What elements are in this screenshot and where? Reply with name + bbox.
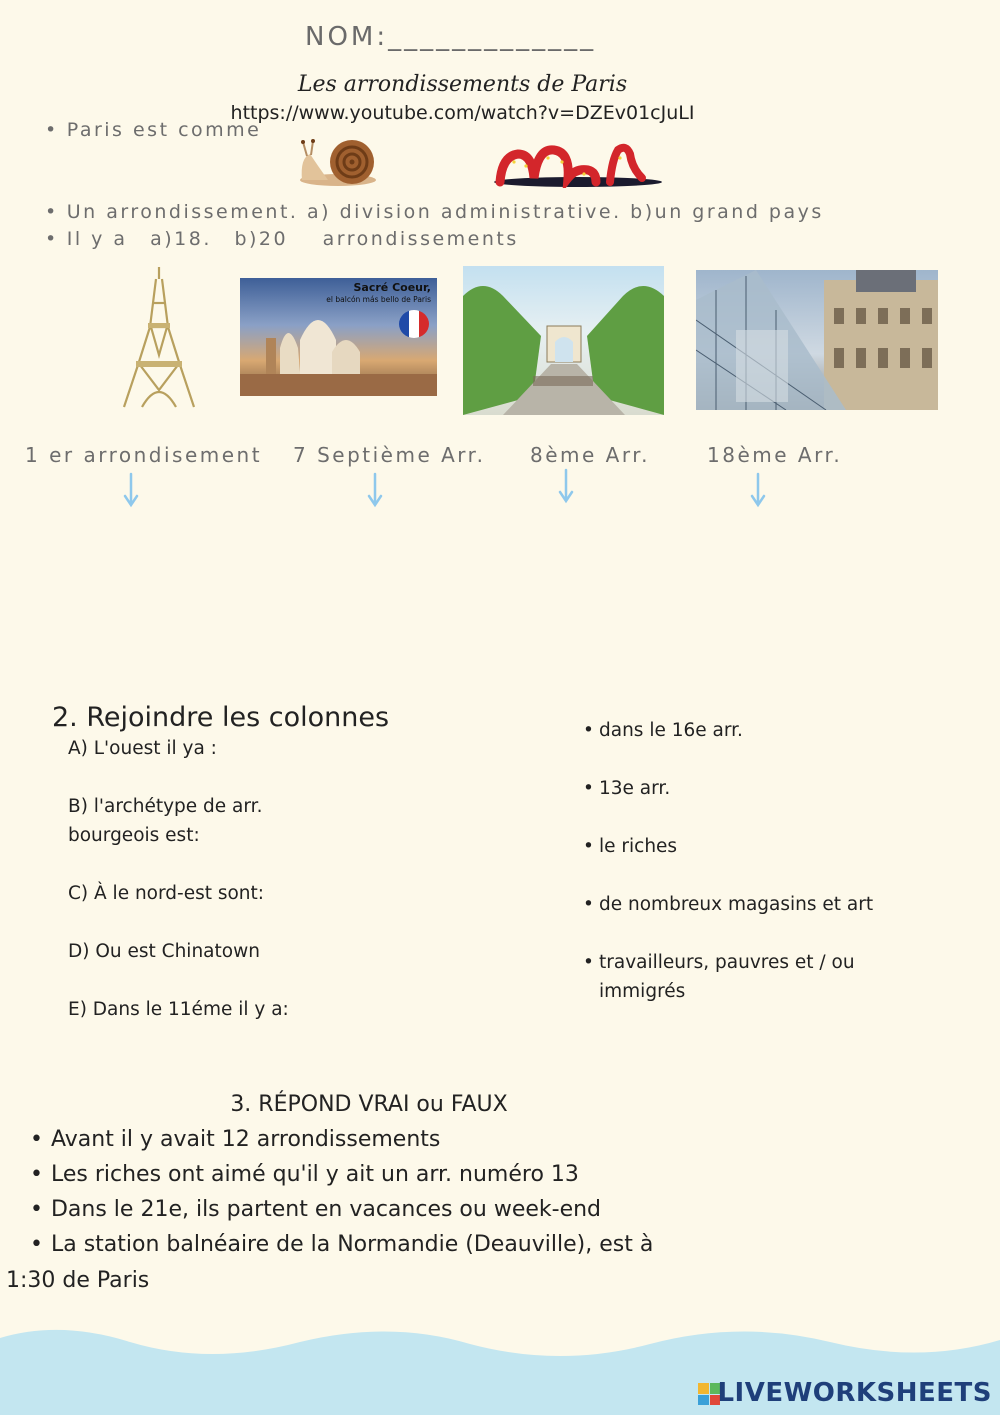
option-b[interactable]: b)20: [234, 228, 289, 250]
section3-title: 3. RÉPOND VRAI ou FAUX: [230, 1092, 508, 1117]
arrow-down-icon: [749, 470, 767, 510]
section2-title: 2. Rejoindre les colonnes: [52, 702, 390, 733]
match-left-b: B) l'archétype de arr. bourgeois est:: [68, 796, 263, 846]
question-paris-like: • Paris est comme: [45, 119, 261, 141]
match-right-1[interactable]: • dans le 16e arr.: [583, 720, 743, 741]
match-right-3[interactable]: • le riches: [583, 836, 678, 857]
dragon-icon: [492, 138, 664, 188]
name-field-label: NOM:_____________: [305, 22, 597, 52]
match-right-4[interactable]: • de nombreux magasins et art: [583, 894, 874, 915]
question-count: [45, 228, 519, 250]
option-a[interactable]: a)18.: [150, 228, 212, 250]
arrow-down-icon: [366, 470, 384, 510]
snail-icon: [298, 136, 380, 188]
arrow-down-icon: [122, 470, 140, 510]
caption-1: 1 er arrondisement: [25, 443, 263, 467]
sacre-coeur-title: Sacré Coeur,: [353, 281, 431, 294]
caption-2: 7 Septième Arr.: [293, 443, 486, 467]
caption-4: 18ème Arr.: [707, 443, 843, 467]
sacre-coeur-subtitle: el balcón más bello de Paris: [326, 295, 431, 304]
true-false-item-continuation: 1:30 de Paris: [6, 1268, 150, 1293]
french-flag-icon: [399, 310, 429, 338]
worksheet-title: Les arrondissements de Paris: [297, 72, 628, 97]
louvre-image: [696, 270, 938, 410]
sacre-coeur-image: [240, 278, 437, 396]
question-count-suffix: arrondissements: [322, 228, 519, 250]
eiffel-tower-image: [120, 265, 198, 411]
caption-3: 8ème Arr.: [530, 443, 650, 467]
true-false-item: • Dans le 21e, ils partent en vacances ou week-end: [30, 1197, 601, 1222]
match-left-c: C) À le nord-est sont:: [68, 883, 265, 904]
true-false-item: • Les riches ont aimé qu'il y ait un arr. numéro 13: [30, 1162, 579, 1187]
match-left-d: D) Ou est Chinatown: [68, 941, 260, 962]
champs-elysees-image: [463, 266, 664, 415]
match-right-2[interactable]: • 13e arr.: [583, 778, 671, 799]
match-right-5[interactable]: • travailleurs, pauvres et / ou immigrés: [583, 952, 855, 1002]
match-left-a: A) L'ouest il ya :: [68, 738, 217, 759]
question-count-prefix: • Il y a: [45, 228, 128, 250]
arrow-down-icon: [557, 466, 575, 506]
question-arrondissement: • Un arrondissement. a) division administrative. b)un grand pays: [45, 201, 824, 223]
true-false-item: • La station balnéaire de la Normandie (Deauville), est à: [30, 1232, 653, 1257]
video-link[interactable]: https://www.youtube.com/watch?v=DZEv01cJuLI: [230, 102, 695, 124]
match-left-e: E) Dans le 11éme il y a:: [68, 999, 289, 1020]
true-false-item: • Avant il y avait 12 arrondissements: [30, 1127, 440, 1152]
liveworksheets-brand[interactable]: LIVEWORKSHEETS: [717, 1378, 992, 1408]
